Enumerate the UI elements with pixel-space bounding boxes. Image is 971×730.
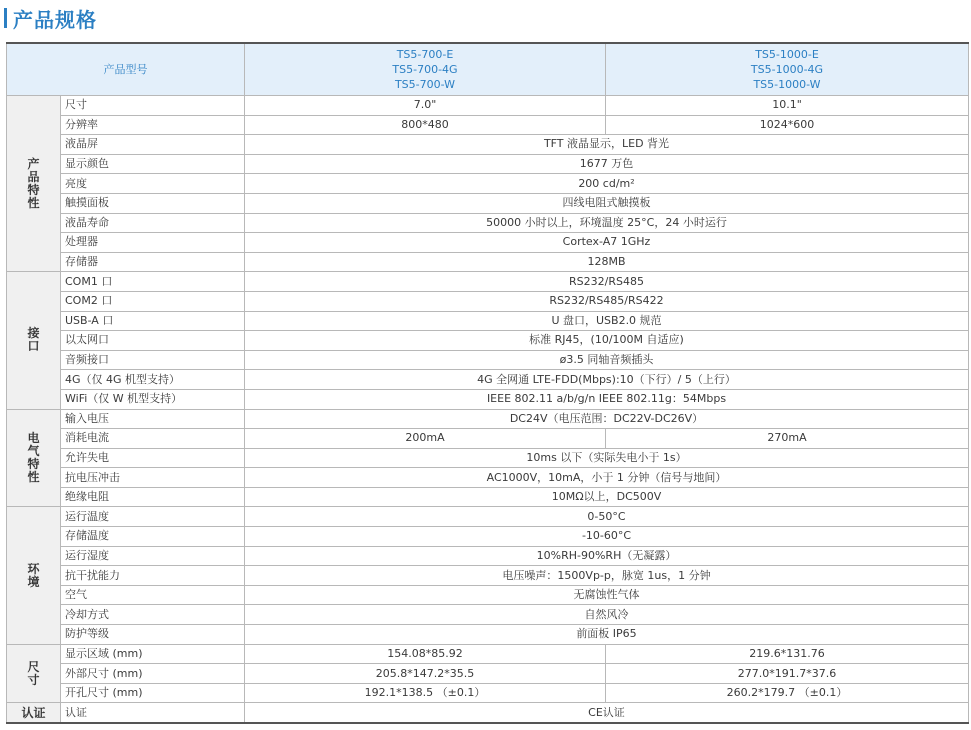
param-label: 音频接口: [61, 350, 245, 370]
model-a-value: 7.0": [245, 96, 606, 116]
table-row: [7, 193, 969, 213]
table-row: [7, 644, 969, 664]
table-row: [7, 331, 969, 351]
table-row: [7, 566, 969, 586]
param-label: 显示区域 (mm): [61, 644, 245, 664]
table-row: [7, 664, 969, 684]
shared-value: RS232/RS485: [245, 272, 969, 292]
shared-value: 128MB: [245, 252, 969, 272]
model-a-value: 200mA: [245, 429, 606, 449]
shared-value: AC1000V，10mA，小于 1 分钟（信号与地间）: [245, 468, 969, 488]
model-b-1: TS5-1000-E: [755, 48, 819, 61]
param-label: 液晶寿命: [61, 213, 245, 233]
model-label: 产品型号: [7, 43, 245, 96]
model-b-3: TS5-1000-W: [753, 78, 821, 91]
title-accent-bar: [4, 8, 7, 28]
model-b-value: 270mA: [606, 429, 969, 449]
shared-value: 10%RH-90%RH（无凝露）: [245, 546, 969, 566]
table-row: [7, 311, 969, 331]
param-label: 输入电压: [61, 409, 245, 429]
spec-table-body: [7, 43, 969, 723]
model-a-1: TS5-700-E: [396, 48, 454, 61]
model-b-value: 277.0*191.7*37.6: [606, 664, 969, 684]
model-a-value: 154.08*85.92: [245, 644, 606, 664]
shared-value: DC24V（电压范围：DC22V-DC26V）: [245, 409, 969, 429]
param-label: 运行湿度: [61, 546, 245, 566]
model-a-value: 192.1*138.5 （±0.1）: [245, 683, 606, 703]
shared-value: 电压噪声：1500Vp-p，脉宽 1us，1 分钟: [245, 566, 969, 586]
param-label: 尺寸: [61, 96, 245, 116]
param-label: 允许失电: [61, 448, 245, 468]
table-row: [7, 546, 969, 566]
table-row: [7, 409, 969, 429]
shared-value: CE认证: [245, 703, 969, 723]
param-label: 认证: [61, 703, 245, 723]
shared-value: 自然风冷: [245, 605, 969, 625]
param-label: COM1 口: [61, 272, 245, 292]
param-label: 存储器: [61, 252, 245, 272]
category-cell: [7, 703, 61, 723]
category-cell: [7, 96, 61, 272]
shared-value: 10MΩ以上，DC500V: [245, 487, 969, 507]
param-label: 存储温度: [61, 527, 245, 547]
param-label: 显示颜色: [61, 154, 245, 174]
table-row: [7, 703, 969, 723]
model-a-cell: [245, 43, 606, 96]
table-row: [7, 174, 969, 194]
table-row: [7, 487, 969, 507]
table-row: [7, 429, 969, 449]
param-label: 4G（仅 4G 机型支持）: [61, 370, 245, 390]
param-label: 运行温度: [61, 507, 245, 527]
model-a-3: TS5-700-W: [394, 78, 456, 91]
category-cell: [7, 409, 61, 507]
spec-table: [6, 42, 969, 724]
shared-value: IEEE 802.11 a/b/g/n IEEE 802.11g：54Mbps: [245, 389, 969, 409]
model-b-value: 1024*600: [606, 115, 969, 135]
param-label: 处理器: [61, 233, 245, 253]
shared-value: 前面板 IP65: [245, 625, 969, 645]
shared-value: U 盘口，USB2.0 规范: [245, 311, 969, 331]
shared-value: 1677 万色: [245, 154, 969, 174]
param-label: 抗干扰能力: [61, 566, 245, 586]
table-row: [7, 252, 969, 272]
shared-value: TFT 液晶显示，LED 背光: [245, 135, 969, 155]
param-label: WiFi（仅 W 机型支持）: [61, 389, 245, 409]
page-title: 产品规格: [13, 7, 97, 32]
model-a-2: TS5-700-4G: [392, 63, 458, 76]
table-row: [7, 625, 969, 645]
param-label: 空气: [61, 585, 245, 605]
table-row: [7, 291, 969, 311]
shared-value: -10-60°C: [245, 527, 969, 547]
table-row: [7, 448, 969, 468]
category-label: 接口: [27, 326, 40, 354]
shared-value: 无腐蚀性气体: [245, 585, 969, 605]
param-label: 触摸面板: [61, 193, 245, 213]
table-row: [7, 683, 969, 703]
table-row: [7, 370, 969, 390]
shared-value: 10ms 以下（实际失电小于 1s）: [245, 448, 969, 468]
category-label: 电气特性: [27, 430, 40, 484]
table-row: [7, 350, 969, 370]
category-cell: [7, 507, 61, 644]
param-label: 冷却方式: [61, 605, 245, 625]
category-label: 尺寸: [27, 659, 40, 687]
param-label: 以太网口: [61, 331, 245, 351]
table-row: [7, 468, 969, 488]
model-b-value: 219.6*131.76: [606, 644, 969, 664]
shared-value: 标准 RJ45，(10/100M 自适应): [245, 331, 969, 351]
model-b-value: 10.1": [606, 96, 969, 116]
category-label: 产品特性: [27, 156, 40, 210]
param-label: 分辨率: [61, 115, 245, 135]
table-row: [7, 605, 969, 625]
table-row: [7, 154, 969, 174]
table-row: [7, 135, 969, 155]
table-row: [7, 507, 969, 527]
param-label: 开孔尺寸 (mm): [61, 683, 245, 703]
model-b-2: TS5-1000-4G: [750, 63, 824, 76]
param-label: 液晶屏: [61, 135, 245, 155]
page-title-bar: [4, 4, 97, 32]
shared-value: RS232/RS485/RS422: [245, 291, 969, 311]
param-label: 绝缘电阻: [61, 487, 245, 507]
param-label: 亮度: [61, 174, 245, 194]
model-a-value: 205.8*147.2*35.5: [245, 664, 606, 684]
table-row: [7, 96, 969, 116]
shared-value: 50000 小时以上，环境温度 25°C，24 小时运行: [245, 213, 969, 233]
header-row: [7, 43, 969, 96]
shared-value: 200 cd/m²: [245, 174, 969, 194]
table-row: [7, 213, 969, 233]
table-row: [7, 233, 969, 253]
param-label: 抗电压冲击: [61, 468, 245, 488]
param-label: 外部尺寸 (mm): [61, 664, 245, 684]
shared-value: ø3.5 同轴音频插头: [245, 350, 969, 370]
shared-value: 四线电阻式触摸板: [245, 193, 969, 213]
model-b-value: 260.2*179.7 （±0.1）: [606, 683, 969, 703]
category-label: 认证: [21, 705, 46, 720]
param-label: 防护等级: [61, 625, 245, 645]
param-label: 消耗电流: [61, 429, 245, 449]
table-row: [7, 115, 969, 135]
table-row: [7, 389, 969, 409]
category-cell: [7, 644, 61, 703]
table-row: [7, 272, 969, 292]
shared-value: 0-50°C: [245, 507, 969, 527]
param-label: USB-A 口: [61, 311, 245, 331]
table-row: [7, 527, 969, 547]
category-label: 环境: [27, 561, 40, 589]
param-label: COM2 口: [61, 291, 245, 311]
shared-value: Cortex-A7 1GHz: [245, 233, 969, 253]
category-cell: [7, 272, 61, 409]
table-row: [7, 585, 969, 605]
model-b-cell: [606, 43, 969, 96]
model-a-value: 800*480: [245, 115, 606, 135]
shared-value: 4G 全网通 LTE-FDD(Mbps):10（下行）/ 5（上行）: [245, 370, 969, 390]
